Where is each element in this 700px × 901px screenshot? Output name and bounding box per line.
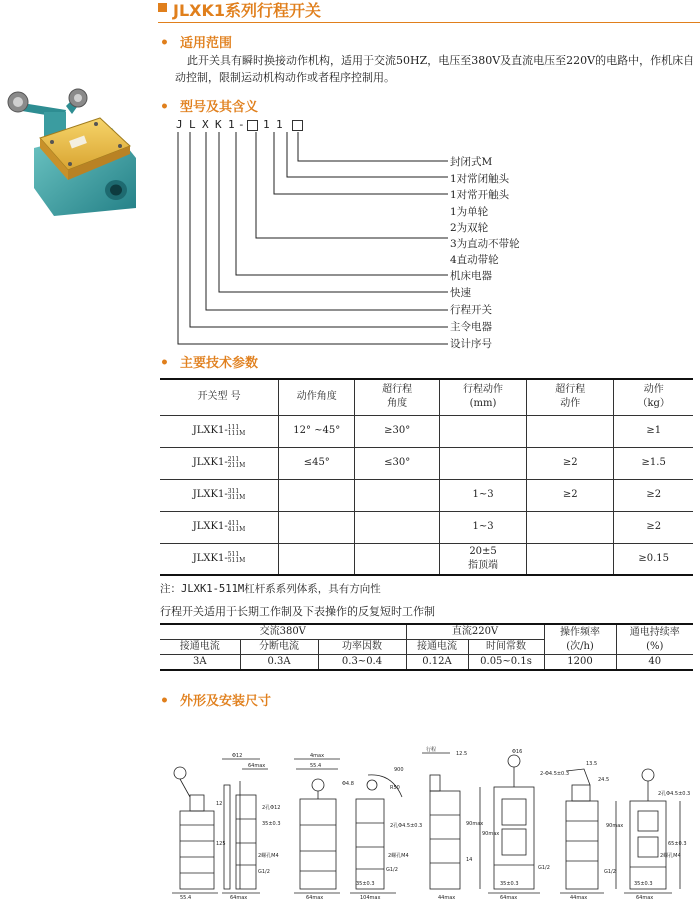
dim-label: 13.5 [586, 761, 598, 767]
legend-item: 快速 [450, 287, 471, 299]
code-char: K [215, 118, 222, 131]
dim-label: 35±0.3 [500, 881, 519, 887]
ac-header: 交流380V [160, 624, 406, 640]
freq-header: 操作频率 (次/h) [544, 624, 616, 655]
duty-caption: 行程开关适用于长期工作制及下表操作的反复短时工作制 [160, 605, 435, 618]
params-title: 主要技术参数 [180, 356, 259, 371]
dim-label: 900 [394, 767, 404, 773]
legend-item: 机床电器 [450, 270, 492, 282]
table-row: JLXK1-411 411M 1~3 ≥2 [160, 511, 693, 543]
sub-header: 时间常数 [468, 640, 544, 655]
sub-header: 接通电流 [160, 640, 240, 655]
dim-label: Φ16 [512, 749, 523, 755]
legend-item: 封闭式M [450, 156, 493, 168]
params-table [160, 378, 693, 576]
dim-label: 65±0.3 [668, 841, 687, 847]
code-char: 1 [263, 118, 270, 131]
dim-label: 64max [500, 895, 518, 901]
dim-label: 行程 [426, 747, 437, 753]
scope-text: 此开关具有瞬时换接动作机构，适用于交流50HZ，电压至380V及直流电压至220V的电路中，作机床自动控制，限制运动机构动作或者程序控制用。 [175, 54, 695, 84]
params-heading [160, 352, 258, 371]
dimension-drawings [160, 745, 700, 901]
dims-title: 外形及安装尺寸 [180, 694, 272, 709]
dim-label: 2-Φ4.5±0.3 [540, 771, 570, 777]
legend-item: 4直动带轮 [450, 254, 499, 266]
sub-header: 分断电流 [240, 640, 318, 655]
sub-header: 接通电流 [406, 640, 468, 655]
dim-label: 64max [248, 763, 266, 769]
drawing-1 [172, 759, 268, 893]
dim-label: 44max [570, 895, 588, 901]
dim-label: R50 [390, 785, 400, 791]
header-cell: 超行程 动作 [527, 379, 614, 415]
dim-label: 2螺孔M4 [388, 853, 409, 859]
code-char: L [189, 118, 196, 131]
dim-label: 55.4 [310, 763, 322, 769]
dim-label: 64max [306, 895, 324, 901]
dim-label: 35±0.3 [634, 881, 653, 887]
table-row: JLXK1-511 511M 20±5 指顶端 ≥0.15 [160, 543, 693, 575]
dim-label: 90max [466, 821, 484, 827]
legend-item: 设计序号 [450, 338, 492, 350]
table-row: 3A 0.3A 0.3~0.4 0.12A 0.05~0.1s 1200 40 [160, 655, 693, 671]
legend-item: 3为直动不带轮 [450, 238, 520, 250]
dim-label: 90max [606, 823, 624, 829]
header-cell: 超行程 角度 [355, 379, 440, 415]
dim-label: G1/2 [386, 867, 398, 873]
code-char: J [176, 118, 183, 131]
legend-item: 1对常闭触头 [450, 173, 510, 185]
dim-label: 2孔Φ4.5±0.3 [390, 823, 423, 829]
dim-label: 64max [230, 895, 248, 901]
dim-label: 2孔Φ12 [262, 805, 281, 811]
dim-label: 55.4 [180, 895, 192, 901]
dim-label: 12.5 [456, 751, 468, 757]
legend-item: 1为单轮 [450, 206, 489, 218]
code-char: 1 [276, 118, 283, 131]
duty-header: 通电持续率 (%) [616, 624, 693, 655]
dim-label: 4max [310, 753, 325, 759]
legend-item: 主令电器 [450, 321, 492, 333]
dim-label: Φ4.8 [342, 781, 354, 787]
model-title: 型号及其含义 [180, 100, 259, 115]
bullet-icon: • [160, 99, 169, 115]
dim-label: 44max [438, 895, 456, 901]
scope-title: 适用范围 [180, 36, 233, 51]
dim-label: 35±0.3 [356, 881, 375, 887]
scope-heading [160, 32, 232, 51]
bullet-icon: • [160, 35, 169, 51]
dim-label: G1/2 [258, 869, 270, 875]
dim-label: 2螺孔M4 [660, 853, 681, 859]
dim-label: 125 [216, 841, 226, 847]
dims-heading [160, 690, 271, 709]
bullet-icon: • [160, 355, 169, 371]
dim-label: 12 [216, 801, 223, 807]
table-note: 注：JLXK1-511M杠杆系系列体系，具有方向性 [160, 583, 381, 595]
header-cell: 行程动作 (mm) [439, 379, 526, 415]
dim-label: G1/2 [538, 865, 550, 871]
code-char: - [238, 118, 245, 131]
title-square-icon [158, 3, 167, 12]
header-cell: 动作 （kg） [614, 379, 693, 415]
dim-label: 2孔Φ4.5±0.3 [658, 791, 691, 797]
code-char: 1 [228, 118, 235, 131]
table-row: JLXK1-211 211M ≤45° ≤30° ≥2 ≥1.5 [160, 447, 693, 479]
legend-item: 1对常开触头 [450, 189, 510, 201]
page-title: JLXK1系列行程开关 [173, 1, 322, 20]
legend-item: 行程开关 [450, 304, 492, 316]
dim-label: 2螺孔M4 [258, 853, 279, 859]
model-heading [160, 96, 258, 115]
table-row: JLXK1-311 311M 1~3 ≥2 ≥2 [160, 479, 693, 511]
header-cell: 动作角度 [279, 379, 355, 415]
drawing-4 [560, 769, 680, 893]
dim-label: 64max [636, 895, 654, 901]
bullet-icon: • [160, 693, 169, 709]
dc-header: 直流220V [406, 624, 544, 640]
table-row: JLXK1-111 111M 12° ~45° ≥30° ≥1 [160, 415, 693, 447]
dim-label: Φ12 [232, 753, 243, 759]
dim-label: 24.5 [598, 777, 610, 783]
product-photo [4, 88, 154, 218]
header-cell: 开关型 号 [160, 379, 279, 415]
legend-item: 2为双轮 [450, 222, 489, 234]
code-char: X [202, 118, 209, 131]
dim-label: G1/2 [604, 869, 616, 875]
sub-header: 功率因数 [318, 640, 406, 655]
dim-label: 35±0.3 [262, 821, 281, 827]
dim-label: 90max [482, 831, 500, 837]
dim-label: 14 [466, 857, 473, 863]
dim-label: 104max [360, 895, 381, 901]
model-leader-lines [170, 128, 455, 350]
duty-table [160, 623, 693, 671]
